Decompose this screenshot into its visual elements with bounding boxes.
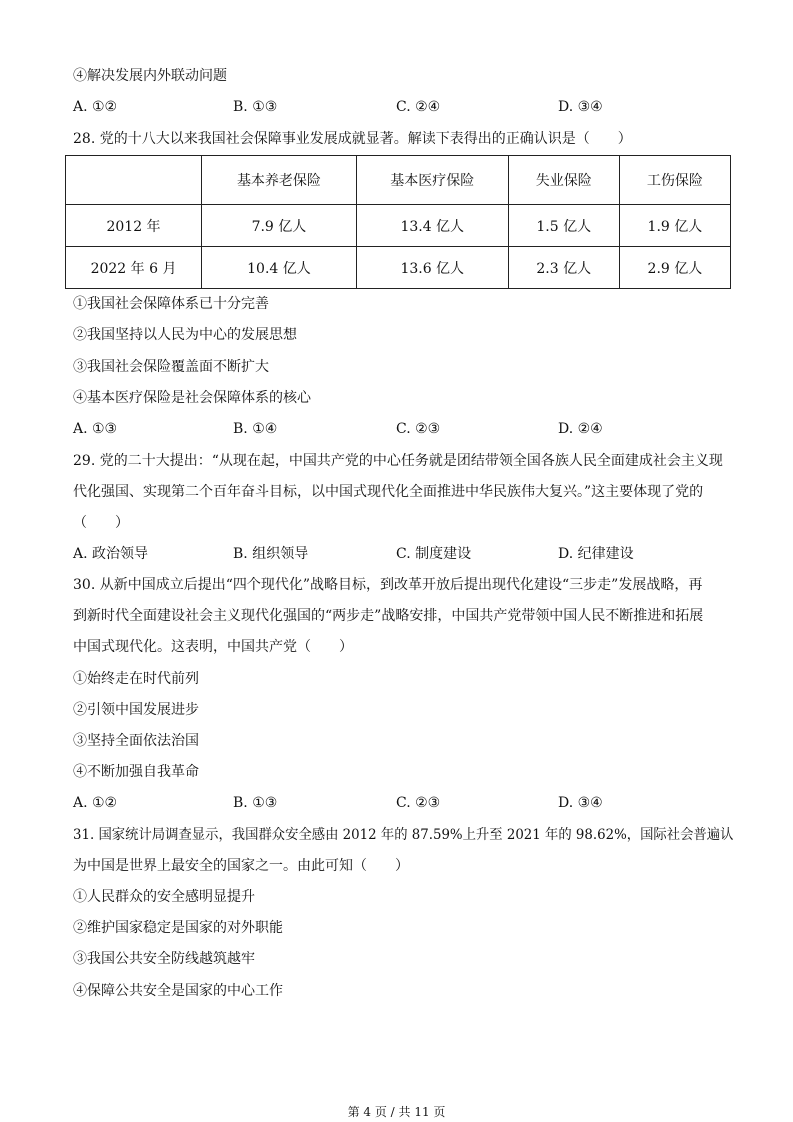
table-cell: 2.9 亿人 (619, 247, 730, 289)
q30-item-1: ①始终走在时代前列 (73, 671, 199, 687)
q27-options (73, 97, 733, 117)
q27-item-4: ④解决发展内外联动问题 (73, 68, 227, 84)
q31-item-2: ②维护国家稳定是国家的对外职能 (73, 920, 283, 936)
q29-option-d: D. 纪律建设 (558, 546, 634, 562)
q28-item-4: ④基本医疗保险是社会保障体系的核心 (73, 390, 311, 406)
table-cell: 1.9 亿人 (619, 205, 730, 247)
table-cell: 2022 年 6 月 (66, 247, 202, 289)
q31-stem-line-2: 为中国是世界上最安全的国家之一。由此可知（ ） (73, 858, 409, 874)
q30-stem-line-2: 到新时代全面建设社会主义现代化强国的“两步走”战略安排，中国共产党带领中国人民不断推进和拓展 (73, 608, 704, 624)
q30-item-2: ②引领中国发展进步 (73, 702, 199, 718)
q30-option-b: B. ①③ (233, 795, 278, 811)
q29-stem-line-2: 代化强国、实现第二个百年奋斗目标，以中国式现代化全面推进中华民族伟大复兴。”这主要体现了党的 (73, 484, 704, 500)
q30-option-c: C. ②③ (396, 795, 441, 811)
q30-option-d: D. ③④ (558, 795, 603, 811)
q29-stem-line-3: （ ） (73, 515, 129, 531)
q31-stem-line-1: 31. 国家统计局调查显示，我国群众安全感由 2012 年的 87.59%上升至 2021 年的 98.62%，国际社会普遍认 (73, 827, 734, 843)
table-header-cell: 失业保险 (508, 156, 619, 205)
table-header-cell: 基本养老保险 (202, 156, 357, 205)
table-row (66, 205, 731, 247)
table-cell: 2.3 亿人 (508, 247, 619, 289)
q27-option-b: B. ①③ (233, 99, 278, 115)
q30-item-3: ③坚持全面依法治国 (73, 733, 199, 749)
q29-stem-line-1: 29. 党的二十大提出：“从现在起，中国共产党的中心任务就是团结带领全国各族人民全面建成社会主义现 (73, 453, 723, 469)
q28-table (65, 155, 731, 289)
q31-item-1: ①人民群众的安全感明显提升 (73, 889, 255, 905)
q27-option-d: D. ③④ (558, 99, 603, 115)
q28-option-c: C. ②③ (396, 421, 441, 437)
table-cell: 13.4 亿人 (356, 205, 508, 247)
q29-option-b: B. 组织领导 (233, 546, 309, 562)
table-cell: 10.4 亿人 (202, 247, 357, 289)
page-footer: 第 4 页 / 共 11 页 (347, 1105, 446, 1119)
table-cell: 7.9 亿人 (202, 205, 357, 247)
q30-option-a: A. ①② (73, 795, 118, 811)
table-row (66, 247, 731, 289)
q28-item-1: ①我国社会保障体系已十分完善 (73, 296, 269, 312)
q30-stem-line-1: 30. 从新中国成立后提出“四个现代化”战略目标，到改革开放后提出现代化建设“三步走”发展战略，再 (73, 577, 703, 593)
q30-item-4: ④不断加强自我革命 (73, 764, 199, 780)
q30-stem-line-3: 中国式现代化。这表明，中国共产党（ ） (73, 639, 353, 655)
q28-options (73, 419, 733, 439)
q29-option-c: C. 制度建设 (396, 546, 472, 562)
q31-item-4: ④保障公共安全是国家的中心工作 (73, 983, 283, 999)
q31-item-3: ③我国公共安全防线越筑越牢 (73, 951, 255, 967)
q28-option-b: B. ①④ (233, 421, 278, 437)
q28-option-a: A. ①③ (73, 421, 118, 437)
table-header-cell: 工伤保险 (619, 156, 730, 205)
q29-option-a: A. 政治领导 (73, 546, 149, 562)
q28-item-2: ②我国坚持以人民为中心的发展思想 (73, 327, 297, 343)
q27-option-a: A. ①② (73, 99, 118, 115)
table-header-row (66, 156, 731, 205)
table-cell: 2012 年 (66, 205, 202, 247)
table-header-cell: 基本医疗保险 (356, 156, 508, 205)
table-header-cell (66, 156, 202, 205)
table-cell: 13.6 亿人 (356, 247, 508, 289)
q27-option-c: C. ②④ (396, 99, 441, 115)
q28-item-3: ③我国社会保险覆盖面不断扩大 (73, 359, 269, 375)
q30-options (73, 793, 733, 813)
q28-option-d: D. ②④ (558, 421, 603, 437)
q29-options (73, 544, 733, 564)
table-cell: 1.5 亿人 (508, 205, 619, 247)
q28-stem: 28. 党的十八大以来我国社会保障事业发展成就显著。解读下表得出的正确认识是（ ） (73, 131, 632, 147)
